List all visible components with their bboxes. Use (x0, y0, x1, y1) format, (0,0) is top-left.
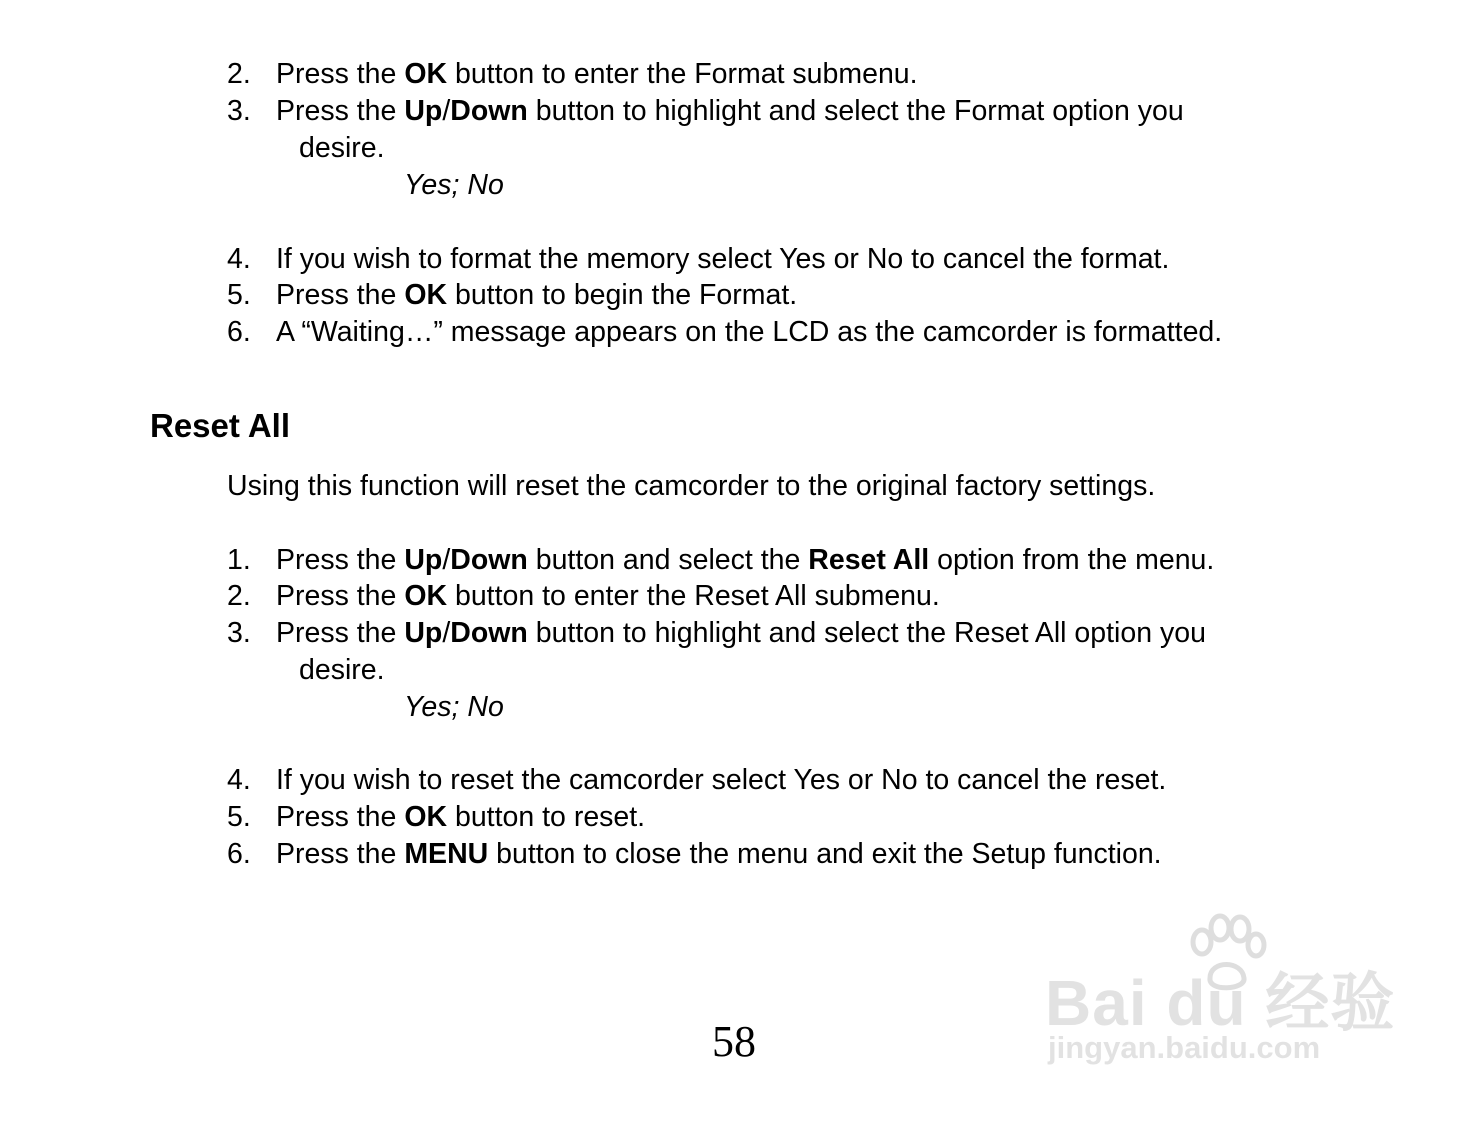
step-number: 4. (227, 764, 251, 796)
menu-button-label: MENU (404, 838, 489, 870)
ok-button-label: OK (404, 58, 448, 90)
section-heading: Reset All (150, 407, 290, 444)
step-continuation: desire. (299, 132, 385, 164)
step-text: Press the Up/Down button to highlight and select the Reset All option you (276, 617, 1206, 649)
up-button-label: Up (404, 544, 443, 576)
step-number: 1. (227, 544, 251, 576)
down-button-label: Down (450, 544, 528, 576)
baidu-watermark (1040, 912, 1396, 1082)
down-button-label: Down (450, 95, 528, 127)
down-button-label: Down (450, 617, 528, 649)
step-text: A “Waiting…” message appears on the LCD as the camcorder is formatted. (276, 316, 1223, 348)
step-text: Press the OK button to enter the Reset All submenu. (276, 580, 940, 612)
ok-button-label: OK (404, 279, 448, 311)
up-button-label: Up (404, 95, 443, 127)
step-text: If you wish to format the memory select Yes or No to cancel the format. (276, 243, 1170, 275)
ok-button-label: OK (404, 801, 448, 833)
ok-button-label: OK (404, 580, 448, 612)
step-number: 3. (227, 617, 251, 649)
step-number: 6. (227, 838, 251, 870)
up-button-label: Up (404, 617, 443, 649)
step-number: 3. (227, 95, 251, 127)
step-text: Press the MENU button to close the menu and exit the Setup function. (276, 838, 1162, 870)
watermark-brand: Bai du 经验 (1045, 967, 1396, 1039)
step-number: 6. (227, 316, 251, 348)
step-number: 4. (227, 243, 251, 275)
step-continuation: desire. (299, 654, 385, 686)
step-text: Press the OK button to enter the Format submenu. (276, 58, 918, 90)
watermark-url: jingyan.baidu.com (1048, 1030, 1321, 1065)
reset-options: Yes; No (404, 691, 504, 723)
step-text: Press the OK button to begin the Format. (276, 279, 798, 311)
reset-all-option-label: Reset All (808, 544, 930, 576)
section-intro: Using this function will reset the camcorder to the original factory settings. (227, 470, 1156, 502)
step-text: Press the Up/Down button to highlight and select the Format option you (276, 95, 1184, 127)
step-text: Press the OK button to reset. (276, 801, 646, 833)
step-text: Press the Up/Down button and select the Reset All option from the menu. (276, 544, 1215, 576)
step-number: 5. (227, 801, 251, 833)
step-number: 2. (227, 580, 251, 612)
page-number: 58 (712, 1017, 756, 1066)
format-options: Yes; No (404, 169, 504, 201)
step-text: If you wish to reset the camcorder select Yes or No to cancel the reset. (276, 764, 1167, 796)
step-number: 2. (227, 58, 251, 90)
step-number: 5. (227, 279, 251, 311)
